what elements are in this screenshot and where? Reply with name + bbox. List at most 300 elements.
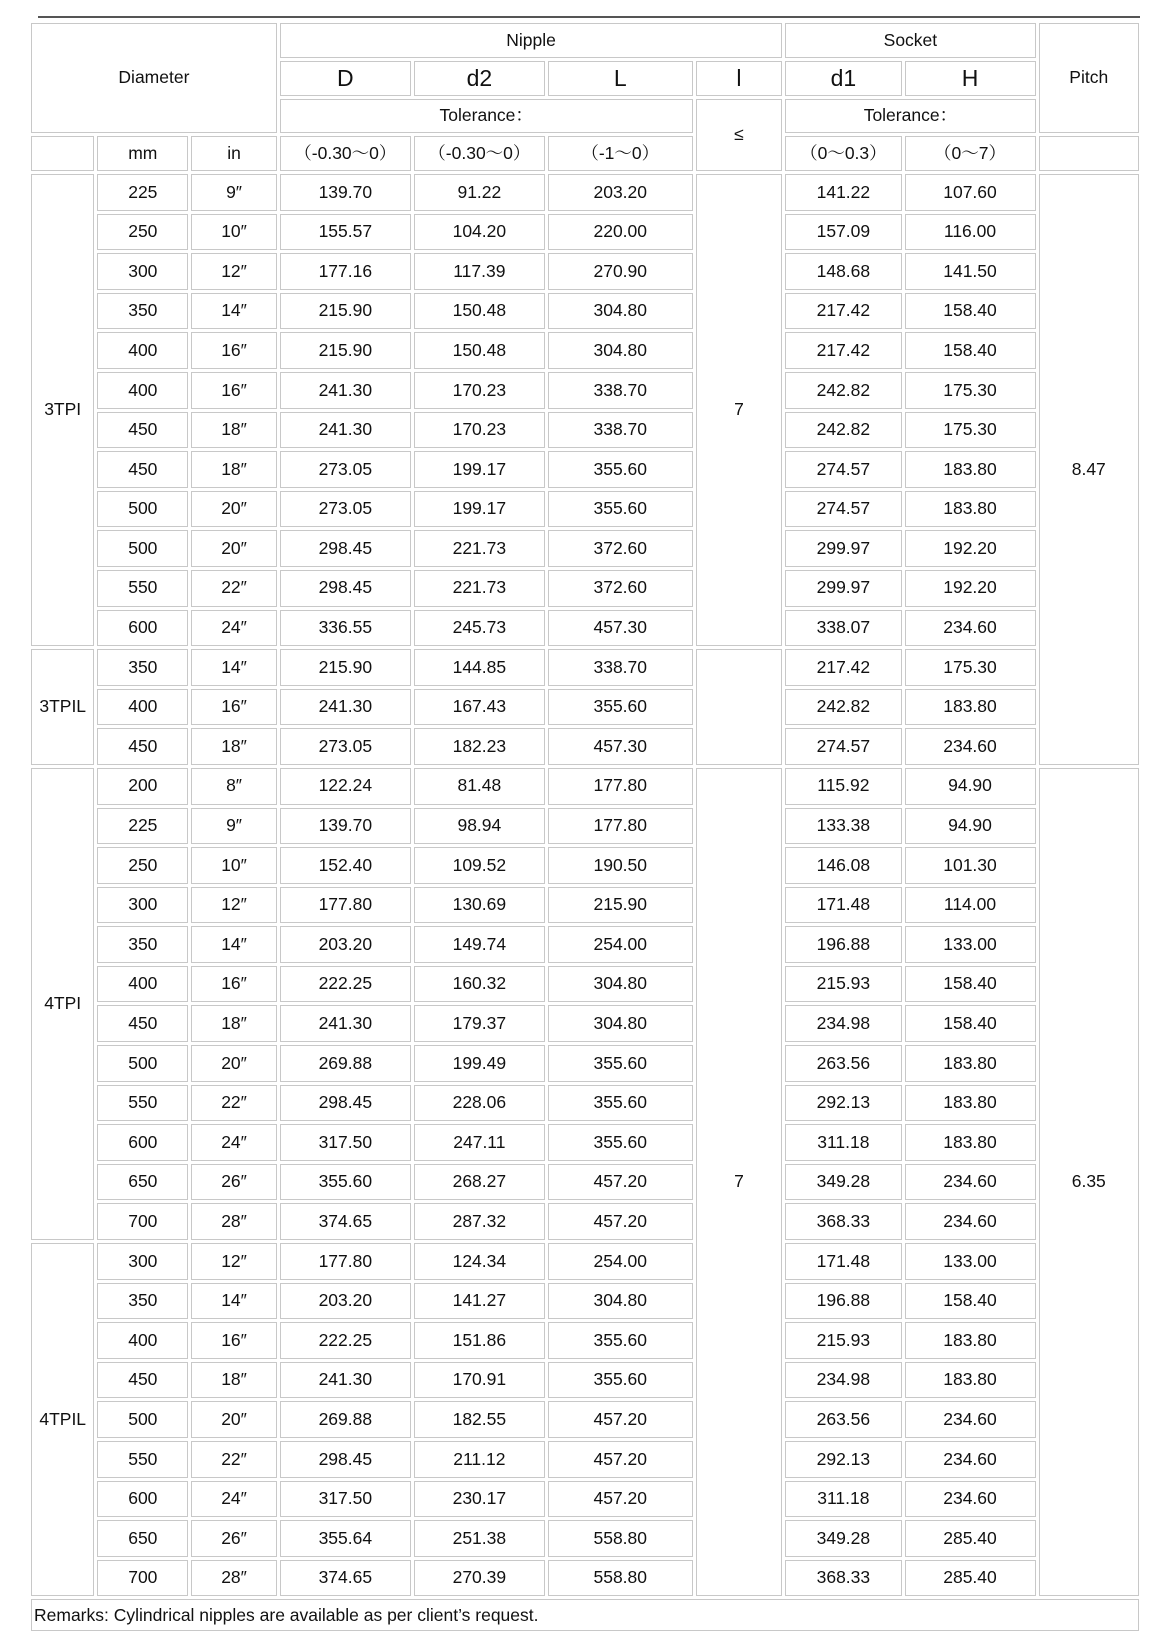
cell-H: 158.40 — [905, 1283, 1036, 1320]
cell-D: 215.90 — [280, 649, 411, 686]
cell-in: 16″ — [191, 332, 277, 369]
cell-L: 304.80 — [548, 332, 693, 369]
cell-D: 241.30 — [280, 412, 411, 449]
table-row — [31, 451, 1139, 488]
pitch-units-blank-cell — [1039, 136, 1139, 171]
cell-in: 26″ — [191, 1520, 277, 1557]
cell-mm: 350 — [97, 1283, 188, 1320]
cell-in: 22″ — [191, 1085, 277, 1122]
cell-in: 12″ — [191, 887, 277, 924]
header-col-L: L — [548, 61, 693, 96]
unit-mm: mm — [97, 136, 188, 171]
cell-d2: 251.38 — [414, 1520, 545, 1557]
cell-D: 355.60 — [280, 1164, 411, 1201]
cell-D: 122.24 — [280, 768, 411, 805]
cell-L: 372.60 — [548, 570, 693, 607]
cell-mm: 450 — [97, 1362, 188, 1399]
top-rule — [38, 16, 1140, 18]
cell-L: 355.60 — [548, 491, 693, 528]
cell-d1: 242.82 — [785, 372, 901, 409]
cell-D: 155.57 — [280, 214, 411, 251]
table-row — [31, 1005, 1139, 1042]
cell-L: 215.90 — [548, 887, 693, 924]
cell-d2: 149.74 — [414, 926, 545, 963]
cell-d2: 268.27 — [414, 1164, 545, 1201]
cell-H: 175.30 — [905, 649, 1036, 686]
cell-d2: 247.11 — [414, 1124, 545, 1161]
cell-d1: 171.48 — [785, 1243, 901, 1280]
cell-H: 101.30 — [905, 847, 1036, 884]
cell-D: 241.30 — [280, 1005, 411, 1042]
cell-d2: 150.48 — [414, 293, 545, 330]
cell-D: 298.45 — [280, 570, 411, 607]
cell-d2: 109.52 — [414, 847, 545, 884]
cell-mm: 500 — [97, 530, 188, 567]
cell-mm: 400 — [97, 689, 188, 726]
l-value-4tpi: 7 — [696, 768, 783, 1596]
cell-L: 558.80 — [548, 1520, 693, 1557]
cell-D: 241.30 — [280, 372, 411, 409]
cell-d1: 274.57 — [785, 491, 901, 528]
cell-H: 234.60 — [905, 1441, 1036, 1478]
cell-L: 190.50 — [548, 847, 693, 884]
cell-D: 241.30 — [280, 689, 411, 726]
table-row — [31, 808, 1139, 845]
cell-d1: 217.42 — [785, 332, 901, 369]
cell-d2: 199.17 — [414, 491, 545, 528]
header-diameter: Diameter — [31, 23, 277, 133]
cell-in: 20″ — [191, 491, 277, 528]
thread-type-label: 3TPIL — [31, 649, 94, 765]
cell-H: 183.80 — [905, 491, 1036, 528]
cell-d2: 130.69 — [414, 887, 545, 924]
cell-in: 14″ — [191, 649, 277, 686]
cell-d2: 230.17 — [414, 1481, 545, 1518]
cell-d1: 196.88 — [785, 926, 901, 963]
cell-D: 203.20 — [280, 926, 411, 963]
cell-d2: 151.86 — [414, 1322, 545, 1359]
table-row — [31, 1362, 1139, 1399]
cell-d2: 179.37 — [414, 1005, 545, 1042]
cell-d1: 234.98 — [785, 1005, 901, 1042]
table-row — [31, 1283, 1139, 1320]
cell-D: 152.40 — [280, 847, 411, 884]
table-row — [31, 768, 1139, 805]
cell-D: 273.05 — [280, 491, 411, 528]
cell-d2: 221.73 — [414, 570, 545, 607]
table-row — [31, 174, 1139, 211]
cell-in: 10″ — [191, 847, 277, 884]
cell-in: 28″ — [191, 1203, 277, 1240]
cell-d2: 160.32 — [414, 966, 545, 1003]
thread-type-label: 4TPI — [31, 768, 94, 1240]
cell-in: 18″ — [191, 1005, 277, 1042]
pitch-value-3tpi: 8.47 — [1039, 174, 1139, 765]
cell-in: 16″ — [191, 689, 277, 726]
cell-mm: 300 — [97, 253, 188, 290]
cell-D: 203.20 — [280, 1283, 411, 1320]
cell-D: 139.70 — [280, 174, 411, 211]
cell-D: 177.80 — [280, 1243, 411, 1280]
cell-H: 114.00 — [905, 887, 1036, 924]
table-row — [31, 689, 1139, 726]
cell-L: 304.80 — [548, 966, 693, 1003]
l-value-3tpi: 7 — [696, 174, 783, 646]
table-row — [31, 1560, 1139, 1597]
cell-H: 141.50 — [905, 253, 1036, 290]
cell-in: 12″ — [191, 1243, 277, 1280]
table-row — [31, 887, 1139, 924]
cell-d2: 221.73 — [414, 530, 545, 567]
cell-H: 158.40 — [905, 966, 1036, 1003]
cell-L: 457.20 — [548, 1481, 693, 1518]
cell-H: 133.00 — [905, 1243, 1036, 1280]
header-pitch: Pitch — [1039, 23, 1139, 133]
cell-mm: 500 — [97, 1045, 188, 1082]
cell-H: 94.90 — [905, 808, 1036, 845]
cell-D: 177.80 — [280, 887, 411, 924]
cell-in: 18″ — [191, 728, 277, 765]
table-row — [31, 1401, 1139, 1438]
cell-H: 183.80 — [905, 1362, 1036, 1399]
cell-d1: 338.07 — [785, 610, 901, 647]
cell-D: 374.65 — [280, 1203, 411, 1240]
tolerance-d2: （-0.30～0） — [414, 136, 545, 171]
cell-in: 26″ — [191, 1164, 277, 1201]
header-col-d1: d1 — [785, 61, 901, 96]
cell-d1: 311.18 — [785, 1124, 901, 1161]
cell-d2: 167.43 — [414, 689, 545, 726]
cell-H: 94.90 — [905, 768, 1036, 805]
cell-mm: 650 — [97, 1520, 188, 1557]
cell-L: 558.80 — [548, 1560, 693, 1597]
cell-H: 175.30 — [905, 412, 1036, 449]
cell-L: 457.30 — [548, 610, 693, 647]
cell-in: 18″ — [191, 412, 277, 449]
header-col-H: H — [905, 61, 1036, 96]
cell-L: 220.00 — [548, 214, 693, 251]
cell-in: 24″ — [191, 1481, 277, 1518]
cell-d2: 170.23 — [414, 372, 545, 409]
table-row — [31, 1085, 1139, 1122]
cell-mm: 650 — [97, 1164, 188, 1201]
table-row — [31, 412, 1139, 449]
table-row — [31, 214, 1139, 251]
cell-d1: 292.13 — [785, 1085, 901, 1122]
cell-H: 183.80 — [905, 1085, 1036, 1122]
cell-d1: 299.97 — [785, 530, 901, 567]
cell-mm: 400 — [97, 966, 188, 1003]
cell-L: 270.90 — [548, 253, 693, 290]
cell-L: 177.80 — [548, 808, 693, 845]
cell-mm: 550 — [97, 1085, 188, 1122]
cell-H: 285.40 — [905, 1560, 1036, 1597]
cell-d1: 274.57 — [785, 451, 901, 488]
table-row — [31, 1164, 1139, 1201]
cell-D: 139.70 — [280, 808, 411, 845]
cell-L: 355.60 — [548, 1085, 693, 1122]
cell-d2: 170.91 — [414, 1362, 545, 1399]
cell-H: 234.60 — [905, 728, 1036, 765]
cell-d1: 215.93 — [785, 966, 901, 1003]
cell-L: 355.60 — [548, 1322, 693, 1359]
cell-d1: 146.08 — [785, 847, 901, 884]
cell-mm: 450 — [97, 451, 188, 488]
cell-in: 20″ — [191, 1045, 277, 1082]
cell-L: 372.60 — [548, 530, 693, 567]
table-row — [31, 491, 1139, 528]
cell-mm: 250 — [97, 214, 188, 251]
cell-d1: 263.56 — [785, 1401, 901, 1438]
cell-in: 14″ — [191, 293, 277, 330]
cell-H: 183.80 — [905, 1124, 1036, 1161]
cell-d2: 228.06 — [414, 1085, 545, 1122]
cell-d2: 182.55 — [414, 1401, 545, 1438]
unit-in: in — [191, 136, 277, 171]
cell-D: 222.25 — [280, 966, 411, 1003]
table-row — [31, 966, 1139, 1003]
table-row — [31, 1045, 1139, 1082]
cell-mm: 700 — [97, 1203, 188, 1240]
cell-L: 304.80 — [548, 1005, 693, 1042]
cell-D: 241.30 — [280, 1362, 411, 1399]
cell-H: 285.40 — [905, 1520, 1036, 1557]
cell-d2: 81.48 — [414, 768, 545, 805]
cell-D: 273.05 — [280, 728, 411, 765]
cell-H: 158.40 — [905, 293, 1036, 330]
cell-d1: 215.93 — [785, 1322, 901, 1359]
cell-L: 177.80 — [548, 768, 693, 805]
cell-d1: 217.42 — [785, 649, 901, 686]
cell-mm: 600 — [97, 1124, 188, 1161]
cell-in: 12″ — [191, 253, 277, 290]
cell-d2: 141.27 — [414, 1283, 545, 1320]
cell-d1: 311.18 — [785, 1481, 901, 1518]
cell-H: 183.80 — [905, 451, 1036, 488]
cell-L: 203.20 — [548, 174, 693, 211]
thread-spec-table — [28, 20, 1142, 1634]
remarks-row — [31, 1599, 1139, 1631]
cell-d2: 144.85 — [414, 649, 545, 686]
cell-L: 355.60 — [548, 451, 693, 488]
cell-H: 234.60 — [905, 1164, 1036, 1201]
table-row — [31, 1322, 1139, 1359]
cell-L: 304.80 — [548, 293, 693, 330]
cell-d2: 199.49 — [414, 1045, 545, 1082]
cell-H: 234.60 — [905, 1401, 1036, 1438]
cell-d1: 217.42 — [785, 293, 901, 330]
cell-H: 107.60 — [905, 174, 1036, 211]
table-row — [31, 530, 1139, 567]
cell-D: 298.45 — [280, 1441, 411, 1478]
table-row — [31, 1520, 1139, 1557]
cell-d1: 234.98 — [785, 1362, 901, 1399]
table-row — [31, 847, 1139, 884]
cell-mm: 500 — [97, 1401, 188, 1438]
cell-D: 269.88 — [280, 1045, 411, 1082]
cell-d1: 368.33 — [785, 1203, 901, 1240]
table-row — [31, 1481, 1139, 1518]
cell-d2: 245.73 — [414, 610, 545, 647]
table-row — [31, 649, 1139, 686]
units-blank-cell — [31, 136, 94, 171]
cell-D: 317.50 — [280, 1481, 411, 1518]
cell-d2: 150.48 — [414, 332, 545, 369]
cell-d1: 292.13 — [785, 1441, 901, 1478]
cell-D: 317.50 — [280, 1124, 411, 1161]
cell-H: 183.80 — [905, 1322, 1036, 1359]
cell-mm: 250 — [97, 847, 188, 884]
cell-H: 175.30 — [905, 372, 1036, 409]
cell-d1: 368.33 — [785, 1560, 901, 1597]
cell-L: 338.70 — [548, 372, 693, 409]
table-row — [31, 1243, 1139, 1280]
cell-mm: 450 — [97, 728, 188, 765]
cell-D: 273.05 — [280, 451, 411, 488]
cell-L: 457.30 — [548, 728, 693, 765]
cell-H: 192.20 — [905, 570, 1036, 607]
header-col-d2: d2 — [414, 61, 545, 96]
cell-d2: 91.22 — [414, 174, 545, 211]
tolerance-D: （-0.30～0） — [280, 136, 411, 171]
cell-d1: 148.68 — [785, 253, 901, 290]
cell-d1: 263.56 — [785, 1045, 901, 1082]
cell-in: 22″ — [191, 1441, 277, 1478]
cell-mm: 550 — [97, 570, 188, 607]
cell-in: 9″ — [191, 808, 277, 845]
cell-H: 183.80 — [905, 1045, 1036, 1082]
cell-d1: 299.97 — [785, 570, 901, 607]
cell-d2: 182.23 — [414, 728, 545, 765]
cell-L: 254.00 — [548, 1243, 693, 1280]
cell-d1: 115.92 — [785, 768, 901, 805]
cell-L: 338.70 — [548, 412, 693, 449]
cell-H: 158.40 — [905, 1005, 1036, 1042]
thread-type-label: 3TPI — [31, 174, 94, 646]
cell-d1: 274.57 — [785, 728, 901, 765]
cell-in: 16″ — [191, 372, 277, 409]
cell-H: 183.80 — [905, 689, 1036, 726]
cell-mm: 350 — [97, 293, 188, 330]
header-col-l: l — [696, 61, 783, 96]
cell-in: 28″ — [191, 1560, 277, 1597]
cell-L: 355.60 — [548, 1124, 693, 1161]
header-socket: Socket — [785, 23, 1035, 58]
cell-D: 269.88 — [280, 1401, 411, 1438]
cell-D: 374.65 — [280, 1560, 411, 1597]
cell-D: 215.90 — [280, 332, 411, 369]
cell-in: 10″ — [191, 214, 277, 251]
cell-H: 158.40 — [905, 332, 1036, 369]
cell-in: 24″ — [191, 610, 277, 647]
cell-in: 9″ — [191, 174, 277, 211]
cell-L: 355.60 — [548, 1362, 693, 1399]
table-row — [31, 926, 1139, 963]
nipple-tolerance-label: Tolerance： — [280, 99, 693, 133]
cell-in: 14″ — [191, 1283, 277, 1320]
cell-D: 215.90 — [280, 293, 411, 330]
cell-mm: 600 — [97, 1481, 188, 1518]
table-row — [31, 728, 1139, 765]
cell-L: 338.70 — [548, 649, 693, 686]
thread-type-label: 4TPIL — [31, 1243, 94, 1596]
table-row — [31, 1124, 1139, 1161]
table-body — [31, 23, 1139, 1631]
cell-d2: 287.32 — [414, 1203, 545, 1240]
remarks-text: Remarks: Cylindrical nipples are available as per client’s request. — [31, 1599, 1139, 1631]
cell-L: 304.80 — [548, 1283, 693, 1320]
cell-D: 355.64 — [280, 1520, 411, 1557]
table-row — [31, 610, 1139, 647]
cell-L: 254.00 — [548, 926, 693, 963]
cell-d1: 171.48 — [785, 887, 901, 924]
cell-mm: 400 — [97, 372, 188, 409]
socket-tolerance-label: Tolerance： — [785, 99, 1035, 133]
cell-H: 234.60 — [905, 610, 1036, 647]
l-le-symbol: ≤ — [696, 99, 783, 171]
cell-d1: 242.82 — [785, 412, 901, 449]
table-row — [31, 332, 1139, 369]
cell-in: 18″ — [191, 1362, 277, 1399]
cell-in: 20″ — [191, 530, 277, 567]
cell-d2: 104.20 — [414, 214, 545, 251]
cell-d1: 133.38 — [785, 808, 901, 845]
cell-D: 177.16 — [280, 253, 411, 290]
cell-d1: 242.82 — [785, 689, 901, 726]
cell-L: 355.60 — [548, 689, 693, 726]
cell-mm: 600 — [97, 610, 188, 647]
cell-in: 16″ — [191, 1322, 277, 1359]
cell-d1: 349.28 — [785, 1520, 901, 1557]
cell-L: 457.20 — [548, 1441, 693, 1478]
cell-d1: 141.22 — [785, 174, 901, 211]
l-blank-3tpil — [696, 649, 783, 765]
cell-mm: 350 — [97, 926, 188, 963]
cell-d2: 170.23 — [414, 412, 545, 449]
cell-mm: 200 — [97, 768, 188, 805]
cell-H: 234.60 — [905, 1481, 1036, 1518]
header-nipple: Nipple — [280, 23, 782, 58]
cell-L: 457.20 — [548, 1164, 693, 1201]
cell-d2: 98.94 — [414, 808, 545, 845]
table-row — [31, 570, 1139, 607]
cell-in: 24″ — [191, 1124, 277, 1161]
cell-mm: 400 — [97, 332, 188, 369]
cell-L: 355.60 — [548, 1045, 693, 1082]
cell-H: 192.20 — [905, 530, 1036, 567]
cell-H: 133.00 — [905, 926, 1036, 963]
cell-d1: 349.28 — [785, 1164, 901, 1201]
cell-in: 20″ — [191, 1401, 277, 1438]
cell-in: 16″ — [191, 966, 277, 1003]
cell-mm: 450 — [97, 412, 188, 449]
cell-mm: 300 — [97, 1243, 188, 1280]
cell-mm: 700 — [97, 1560, 188, 1597]
cell-d2: 270.39 — [414, 1560, 545, 1597]
cell-D: 336.55 — [280, 610, 411, 647]
cell-in: 8″ — [191, 768, 277, 805]
cell-in: 22″ — [191, 570, 277, 607]
cell-D: 298.45 — [280, 530, 411, 567]
cell-mm: 450 — [97, 1005, 188, 1042]
cell-mm: 550 — [97, 1441, 188, 1478]
cell-L: 457.20 — [548, 1203, 693, 1240]
table-row — [31, 1203, 1139, 1240]
table-row — [31, 372, 1139, 409]
cell-d2: 124.34 — [414, 1243, 545, 1280]
cell-d1: 196.88 — [785, 1283, 901, 1320]
table-row — [31, 293, 1139, 330]
